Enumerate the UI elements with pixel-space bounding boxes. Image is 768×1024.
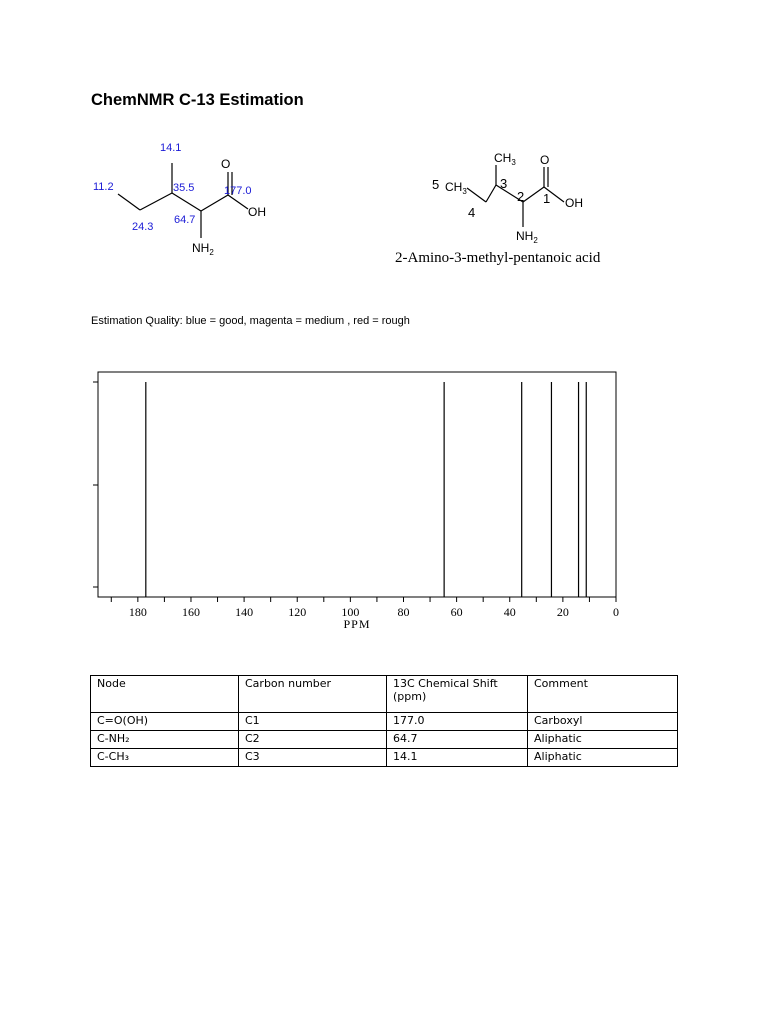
cell-comment: Aliphatic [528,749,678,767]
oxygen-label: O [221,157,231,171]
page-title: ChemNMR C-13 Estimation [91,91,304,109]
table-header-row [91,676,678,713]
table-row [91,749,678,767]
shift-label-c2: 64.7 [174,214,196,226]
amine-label: $NH_2$ [192,241,214,257]
cell-shift: 14.1 [387,749,528,767]
header-node: Node [91,676,239,713]
x-tick-label: 60 [450,605,463,619]
shift-label-c3: 35.5 [173,182,195,194]
x-tick-label: 0 [613,605,619,619]
spectrum-frame [93,372,616,597]
cell-comment: Aliphatic [528,731,678,749]
amine-label: $NH_2$ [516,229,538,245]
shift-label-c5: 11.2 [93,181,114,193]
cell-carbon-number: C1 [239,713,387,731]
header-carbon-number: Carbon number [239,676,387,713]
x-tick-label: 120 [288,605,307,619]
carbon-number-4: 4 [468,205,476,220]
x-tick-label: 180 [128,605,147,619]
x-axis-ticks [111,597,619,619]
methyl-top-label: $CH_3$ [494,151,516,167]
hydroxyl-label: OH [248,205,266,219]
shift-label-c1: 177.0 [224,185,252,197]
x-tick-label: 80 [397,605,410,619]
x-tick-label: 140 [235,605,254,619]
carbon-number-3: 3 [500,176,508,191]
header-comment: Comment [528,676,678,713]
hydroxyl-label: OH [565,196,583,210]
oxygen-label: O [540,153,550,167]
compound-name: 2-Amino-3-methyl-pentanoic acid [395,250,601,266]
table-row [91,713,678,731]
x-tick-label: 160 [181,605,200,619]
chemical-shift-table [90,675,678,767]
cell-node: C-NH₂ [91,731,239,749]
shift-label-c4-methyl: 14.1 [160,142,182,154]
cell-carbon-number: C2 [239,731,387,749]
x-axis-label: PPM [343,617,371,631]
peak-group [146,382,586,597]
carbon-number-5: 5 [432,177,440,192]
carbon-number-2: 2 [517,189,525,204]
x-tick-label: 20 [556,605,569,619]
header-chemical-shift: 13C Chemical Shift (ppm) [387,676,528,713]
shift-label-ch2: 24.3 [132,221,154,233]
estimation-quality-note: Estimation Quality: blue = good, magenta = medium , red = rough [91,315,410,327]
cell-carbon-number: C3 [239,749,387,767]
cell-shift: 177.0 [387,713,528,731]
x-tick-label: 100 [341,605,360,619]
cell-node: C=O(OH) [91,713,239,731]
table-row [91,731,678,749]
cell-node: C-CH₃ [91,749,239,767]
methyl-left-label: $CH_3$ [445,180,467,196]
x-tick-label: 40 [503,605,516,619]
cell-shift: 64.7 [387,731,528,749]
carbon-number-1: 1 [543,191,551,206]
cell-comment: Carboxyl [528,713,678,731]
